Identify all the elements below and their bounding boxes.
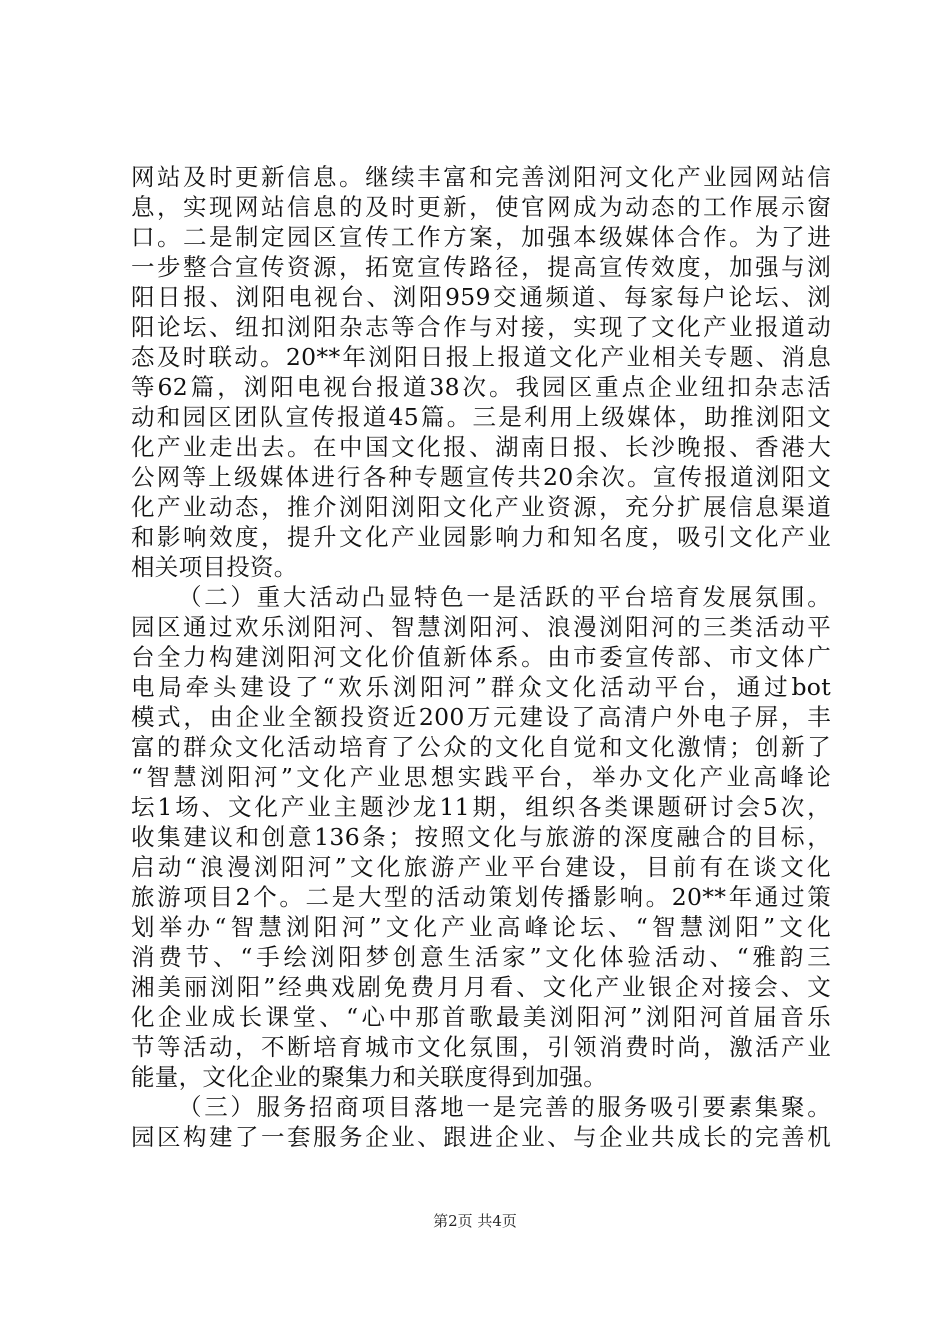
text-line: 节等活动，不断培育城市文化氛围，引领消费时尚，激活产业 xyxy=(131,1033,831,1061)
text-line: 启动“浪漫浏阳河”文化旅游产业平台建设，目前有在谈文化 xyxy=(131,853,831,881)
text-line: 旅游项目2个。二是大型的活动策划传播影响。20**年通过策 xyxy=(131,883,831,911)
section-heading-line: （二）重大活动凸显特色一是活跃的平台培育发展氛围。 xyxy=(178,583,831,611)
text-line: 相关项目投资。 xyxy=(131,553,298,581)
text-line: “智慧浏阳河”文化产业思想实践平台，举办文化产业高峰论 xyxy=(131,763,831,791)
text-line: 等62篇，浏阳电视台报道38次。我园区重点企业纽扣杂志活 xyxy=(131,373,831,401)
text-line: 一步整合宣传资源，拓宽宣传路径，提高宣传效度，加强与浏 xyxy=(131,253,831,281)
text-line: 消费节、“手绘浏阳梦创意生活家”文化体验活动、“雅韵三 xyxy=(131,943,832,971)
text-line: 园区构建了一套服务企业、跟进企业、与企业共成长的完善机 xyxy=(131,1123,831,1151)
text-line: 坛1场、文化产业主题沙龙11期，组织各类课题研讨会5次， xyxy=(131,793,831,821)
text-line: 模式，由企业全额投资近200万元建设了高清户外电子屏，丰 xyxy=(131,703,831,731)
text-line: 收集建议和创意136条；按照文化与旅游的深度融合的目标， xyxy=(131,823,831,851)
text-line: 网站及时更新信息。继续丰富和完善浏阳河文化产业园网站信 xyxy=(131,163,831,191)
text-line: 湘美丽浏阳”经典戏剧免费月月看、文化产业银企对接会、文 xyxy=(131,973,831,1001)
body-text xyxy=(131,162,831,1152)
text-line: 口。二是制定园区宣传工作方案，加强本级媒体合作。为了进 xyxy=(131,223,831,251)
text-line: 台全力构建浏阳河文化价值新体系。由市委宣传部、市文体广 xyxy=(131,643,831,671)
text-line: 能量，文化企业的聚集力和关联度得到加强。 xyxy=(131,1063,607,1091)
text-line: 划举办“智慧浏阳河”文化产业高峰论坛、“智慧浏阳”文化 xyxy=(131,913,831,941)
text-line: 化企业成长课堂、“心中那首歌最美浏阳河”浏阳河首届音乐 xyxy=(131,1003,831,1031)
text-line: 富的群众文化活动培育了公众的文化自觉和文化激情；创新了 xyxy=(131,733,831,761)
text-line: 阳论坛、纽扣浏阳杂志等合作与对接，实现了文化产业报道动 xyxy=(131,313,831,341)
page-number-footer: 第2页 共4页 xyxy=(433,1212,517,1230)
section-heading-line: （三）服务招商项目落地一是完善的服务吸引要素集聚。 xyxy=(178,1093,831,1121)
text-line: 化产业动态，推介浏阳浏阳文化产业资源，充分扩展信息渠道 xyxy=(131,493,831,521)
text-line: 电局牵头建设了“欢乐浏阳河”群众文化活动平台，通过bot xyxy=(131,673,831,701)
text-line: 公网等上级媒体进行各种专题宣传共20余次。宣传报道浏阳文 xyxy=(131,463,831,491)
text-line: 息，实现网站信息的及时更新，使官网成为动态的工作展示窗 xyxy=(131,193,831,221)
text-line: 园区通过欢乐浏阳河、智慧浏阳河、浪漫浏阳河的三类活动平 xyxy=(131,613,831,641)
text-line: 化产业走出去。在中国文化报、湖南日报、长沙晚报、香港大 xyxy=(131,433,831,461)
text-line: 动和园区团队宣传报道45篇。三是利用上级媒体，助推浏阳文 xyxy=(131,403,831,431)
text-line: 和影响效度，提升文化产业园影响力和知名度，吸引文化产业 xyxy=(131,523,831,551)
text-line: 阳日报、浏阳电视台、浏阳959交通频道、每家每户论坛、浏 xyxy=(131,283,831,311)
text-line: 态及时联动。20**年浏阳日报上报道文化产业相关专题、消息 xyxy=(131,343,831,371)
